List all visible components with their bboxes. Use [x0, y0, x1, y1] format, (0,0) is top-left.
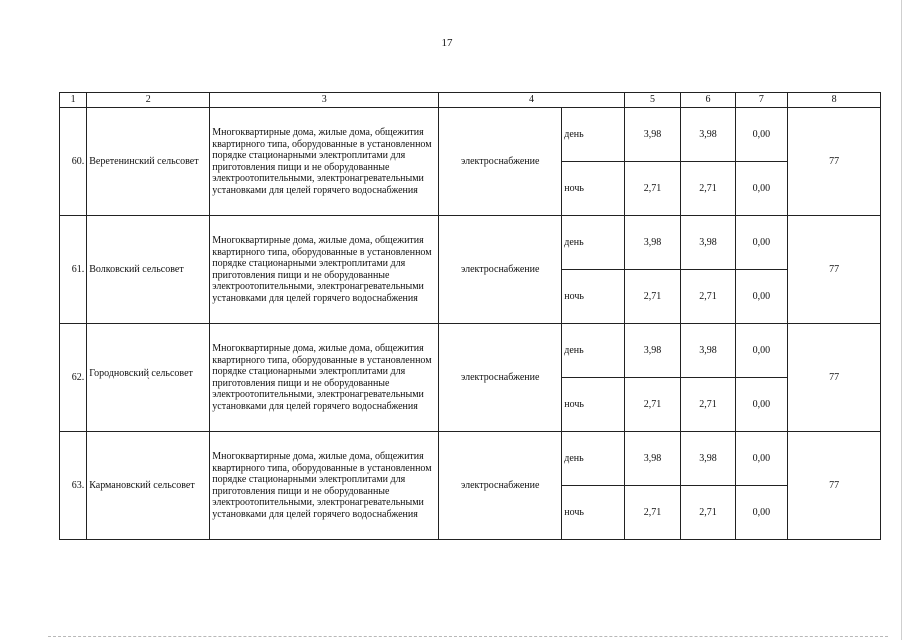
value-col6-night: 2,71 [681, 486, 735, 540]
value-col5-night: 2,71 [624, 486, 680, 540]
consumer-description: Многоквартирные дома, жилые дома, общежития квартирного типа, оборудованные в установленном порядке стационарными электроплитами для приготовления пищи и не оборудованные электроотопительными, электронагревательными установками для целей горячего водоснабжения [210, 216, 439, 324]
consumer-description: Многоквартирные дома, жилые дома, общежития квартирного типа, оборудованные в установленном порядке стационарными электроплитами для приготовления пищи и не оборудованные электроотопительными, электронагревательными установками для целей горячего водоснабжения [210, 324, 439, 432]
header-cell: 5 [624, 93, 680, 108]
page-edge-line [901, 0, 902, 640]
value-col7-night: 0,00 [735, 270, 787, 324]
table-header-row [60, 93, 881, 108]
header-cell: 7 [735, 93, 787, 108]
value-col5-night: 2,71 [624, 162, 680, 216]
period-label-day: день [562, 432, 625, 486]
row-number: 61. [60, 216, 87, 324]
value-col7-day: 0,00 [735, 324, 787, 378]
settlement-name-cell [87, 324, 210, 432]
table-row [60, 108, 881, 162]
value-col7-night: 0,00 [735, 486, 787, 540]
value-col5-day: 3,98 [624, 108, 680, 162]
header-cell: 4 [439, 93, 625, 108]
header-cell: 3 [210, 93, 439, 108]
value-col5-night: 2,71 [624, 378, 680, 432]
header-cell: 6 [681, 93, 735, 108]
settlement-name: Кармановский сельсовет [87, 432, 210, 540]
period-label-night: ночь [562, 270, 625, 324]
value-col8: 77 [788, 324, 881, 432]
value-col6-night: 2,71 [681, 162, 735, 216]
tariff-table [59, 92, 881, 540]
row-number: 62. [60, 324, 87, 432]
period-label-night: ночь [562, 378, 625, 432]
service-type: электроснабжение [439, 324, 562, 432]
value-col5-night: 2,71 [624, 270, 680, 324]
header-cell: 8 [788, 93, 881, 108]
value-col5-day: 3,98 [624, 324, 680, 378]
period-label-day: день [562, 324, 625, 378]
row-number: 60. [60, 108, 87, 216]
value-col5-day: 3,98 [624, 432, 680, 486]
service-type: электроснабжение [439, 108, 562, 216]
header-cell: 2 [87, 93, 210, 108]
value-col7-day: 0,00 [735, 108, 787, 162]
value-col6-day: 3,98 [681, 216, 735, 270]
service-type: электроснабжение [439, 432, 562, 540]
row-number: 63. [60, 432, 87, 540]
value-col6-day: 3,98 [681, 432, 735, 486]
period-label-day: день [562, 108, 625, 162]
service-type: электроснабжение [439, 216, 562, 324]
value-col8: 77 [788, 108, 881, 216]
value-col6-night: 2,71 [681, 378, 735, 432]
settlement-name: Веретенинский сельсовет [87, 108, 210, 216]
consumer-description: Многоквартирные дома, жилые дома, общежития квартирного типа, оборудованные в установленном порядке стационарными электроплитами для приготовления пищи и не оборудованные электроотопительными, электронагревательными установками для целей горячего водоснабжения [210, 432, 439, 540]
page-number: 17 [441, 37, 453, 49]
table-row [60, 432, 881, 486]
value-col6-night: 2,71 [681, 270, 735, 324]
stray-mark: ` [146, 377, 150, 389]
table-row [60, 324, 881, 378]
value-col6-day: 3,98 [681, 324, 735, 378]
header-cell: 1 [60, 93, 87, 108]
value-col8: 77 [788, 216, 881, 324]
value-col7-day: 0,00 [735, 216, 787, 270]
period-label-day: день [562, 216, 625, 270]
value-col7-day: 0,00 [735, 432, 787, 486]
period-label-night: ночь [562, 486, 625, 540]
settlement-name: Городновский сельсовет [89, 367, 193, 379]
settlement-name: Волковский сельсовет [87, 216, 210, 324]
value-col7-night: 0,00 [735, 378, 787, 432]
value-col7-night: 0,00 [735, 162, 787, 216]
bottom-dashed-rule [48, 636, 888, 638]
value-col8: 77 [788, 432, 881, 540]
consumer-description: Многоквартирные дома, жилые дома, общежития квартирного типа, оборудованные в установленном порядке стационарными электроплитами для приготовления пищи и не оборудованные электроотопительными, электронагревательными установками для целей горячего водоснабжения [210, 108, 439, 216]
table-row [60, 216, 881, 270]
value-col5-day: 3,98 [624, 216, 680, 270]
period-label-night: ночь [562, 162, 625, 216]
value-col6-day: 3,98 [681, 108, 735, 162]
